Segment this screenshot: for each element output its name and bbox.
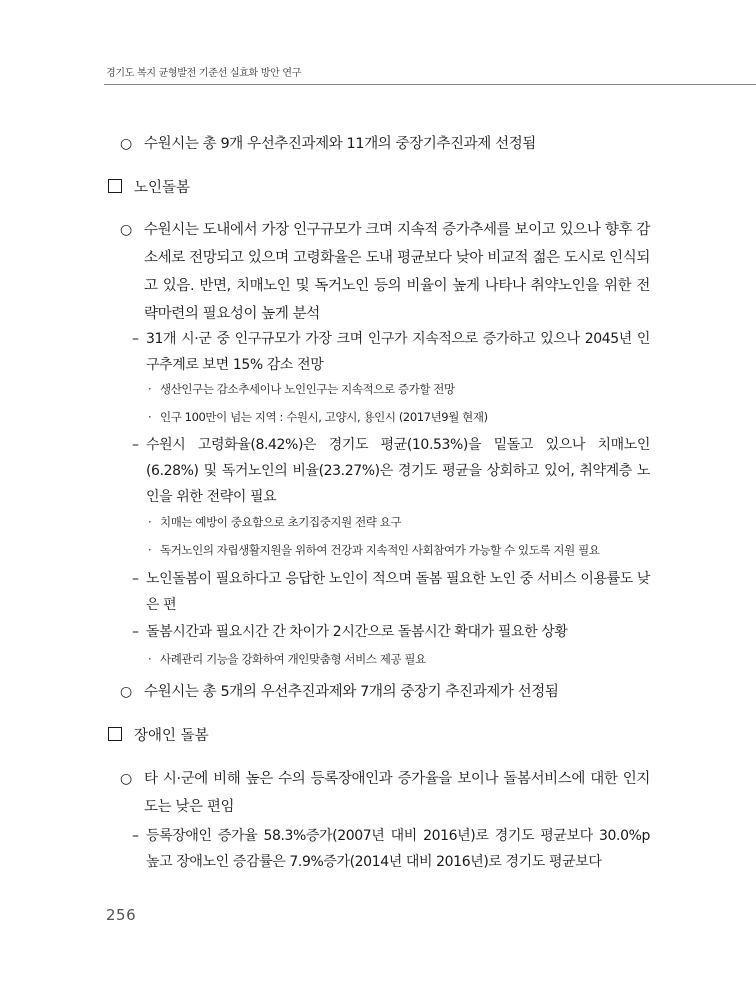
- section-heading-disabled: [108, 724, 209, 748]
- section-title-disabled: 장애인 돌봄: [134, 728, 209, 744]
- dash-care-gap: [132, 619, 650, 645]
- dash-bullet-icon: –: [132, 571, 139, 587]
- bullet-suwon-intro: [120, 130, 660, 158]
- bullet-elderly-tasks: [120, 678, 650, 706]
- alone-text: 독거노인의 자립생활지원을 위하여 건강과 지속적인 사회참여가 가능할 수 있도록 지원 필요: [160, 543, 600, 557]
- dash-bullet-icon: –: [132, 624, 139, 640]
- square-bullet-icon: [108, 179, 122, 193]
- dash-registered: [132, 823, 650, 875]
- productive-text: 생산인구는 감소추세이나 노인인구는 지속적으로 증가할 전망: [160, 382, 455, 396]
- square-bullet-icon: [108, 727, 122, 741]
- elderly-tasks-text: 수원시는 총 5개의 우선추진과제와 7개의 중장기 추진과제가 선정됨: [144, 684, 559, 700]
- dash-aging: [132, 432, 650, 510]
- care-gap-text: 돌봄시간과 필요시간 간 차이가 2시간으로 돌봄시간 확대가 필요한 상황: [146, 624, 568, 640]
- dot-alone: [148, 541, 655, 559]
- suwon-intro-text: 수원시는 총 9개 우선추진과제와 11개의 중장기추진과제 선정됨: [144, 136, 536, 152]
- dash-population: [132, 326, 650, 378]
- dot-bullet-icon: ·: [148, 543, 152, 557]
- care-need-text: 노인돌봄이 필요하다고 응답한 노인이 적으며 돌봄 필요한 노인 중 서비스 이용률도 낮은 편: [146, 571, 650, 613]
- dot-bullet-icon: ·: [148, 652, 152, 666]
- dot-bullet-icon: ·: [148, 410, 152, 424]
- dot-dementia: [148, 513, 650, 531]
- circle-bullet-icon: ○: [120, 136, 132, 152]
- dash-bullet-icon: –: [132, 828, 139, 844]
- section-heading-elderly: [108, 176, 190, 200]
- dot-productive: [148, 380, 650, 398]
- elderly-summary-text: 수원시는 도내에서 가장 인구규모가 크며 지속적 증가추세를 보이고 있으나 향후 감소세로 전망되고 있으며 고령화율은 도내 평균보다 낮아 비교적 젊은 도시로 인식되고 있음. 반면, 치매노인 및 독거노인 등의 비율이 높게 나타나 취약노인을 위한 전략마련의 필요성이 높게 분석: [144, 222, 650, 322]
- dash-bullet-icon: –: [132, 331, 139, 347]
- running-header: 경기도 복지 균형발전 기준선 실효화 방안 연구: [106, 68, 302, 79]
- disabled-summary-text: 타 시·군에 비해 높은 수의 등록장애인과 증가율을 보이나 돌봄서비스에 대한 인지도는 낮은 편임: [144, 771, 650, 815]
- aging-text: 수원시 고령화율(8.42%)은 경기도 평균(10.53%)을 밑돌고 있으나 치매노인(6.28%) 및 독거노인의 비율(23.27%)은 경기도 평균을 상회하고 있어, 취약계층 노인을 위한 전략이 필요: [146, 437, 650, 505]
- page-number: 256: [106, 906, 137, 924]
- case-text: 사례관리 기능을 강화하여 개인맞춤형 서비스 제공 필요: [160, 652, 426, 666]
- million-text: 인구 100만이 넘는 지역 : 수원시, 고양시, 용인시 (2017년9월 현재): [160, 410, 488, 424]
- registered-text: 등록장애인 증가율 58.3%증가(2007년 대비 2016년)로 경기도 평균보다 30.0%p 높고 장애노인 증감률은 7.9%증가(2014년 대비 2016년)로 경기도 평균보다: [146, 828, 650, 870]
- dot-bullet-icon: ·: [148, 382, 152, 396]
- circle-bullet-icon: ○: [120, 684, 132, 700]
- dot-bullet-icon: ·: [148, 515, 152, 529]
- dash-care-need: [132, 566, 650, 618]
- dot-case: [148, 650, 650, 668]
- header-divider: [104, 84, 756, 85]
- section-title-elderly: 노인돌봄: [134, 180, 191, 196]
- population-text: 31개 시·군 중 인구규모가 가장 크며 인구가 지속적으로 증가하고 있으나 2045년 인구추계로 보면 15% 감소 전망: [146, 331, 650, 373]
- bullet-disabled-summary: [120, 765, 650, 821]
- dot-million: [148, 408, 650, 426]
- dash-bullet-icon: –: [132, 437, 139, 453]
- bullet-elderly-summary: [120, 216, 650, 328]
- circle-bullet-icon: ○: [120, 771, 132, 787]
- dementia-text: 치매는 예방이 중요함으로 초기집중지원 전략 요구: [160, 515, 402, 529]
- circle-bullet-icon: ○: [120, 222, 132, 238]
